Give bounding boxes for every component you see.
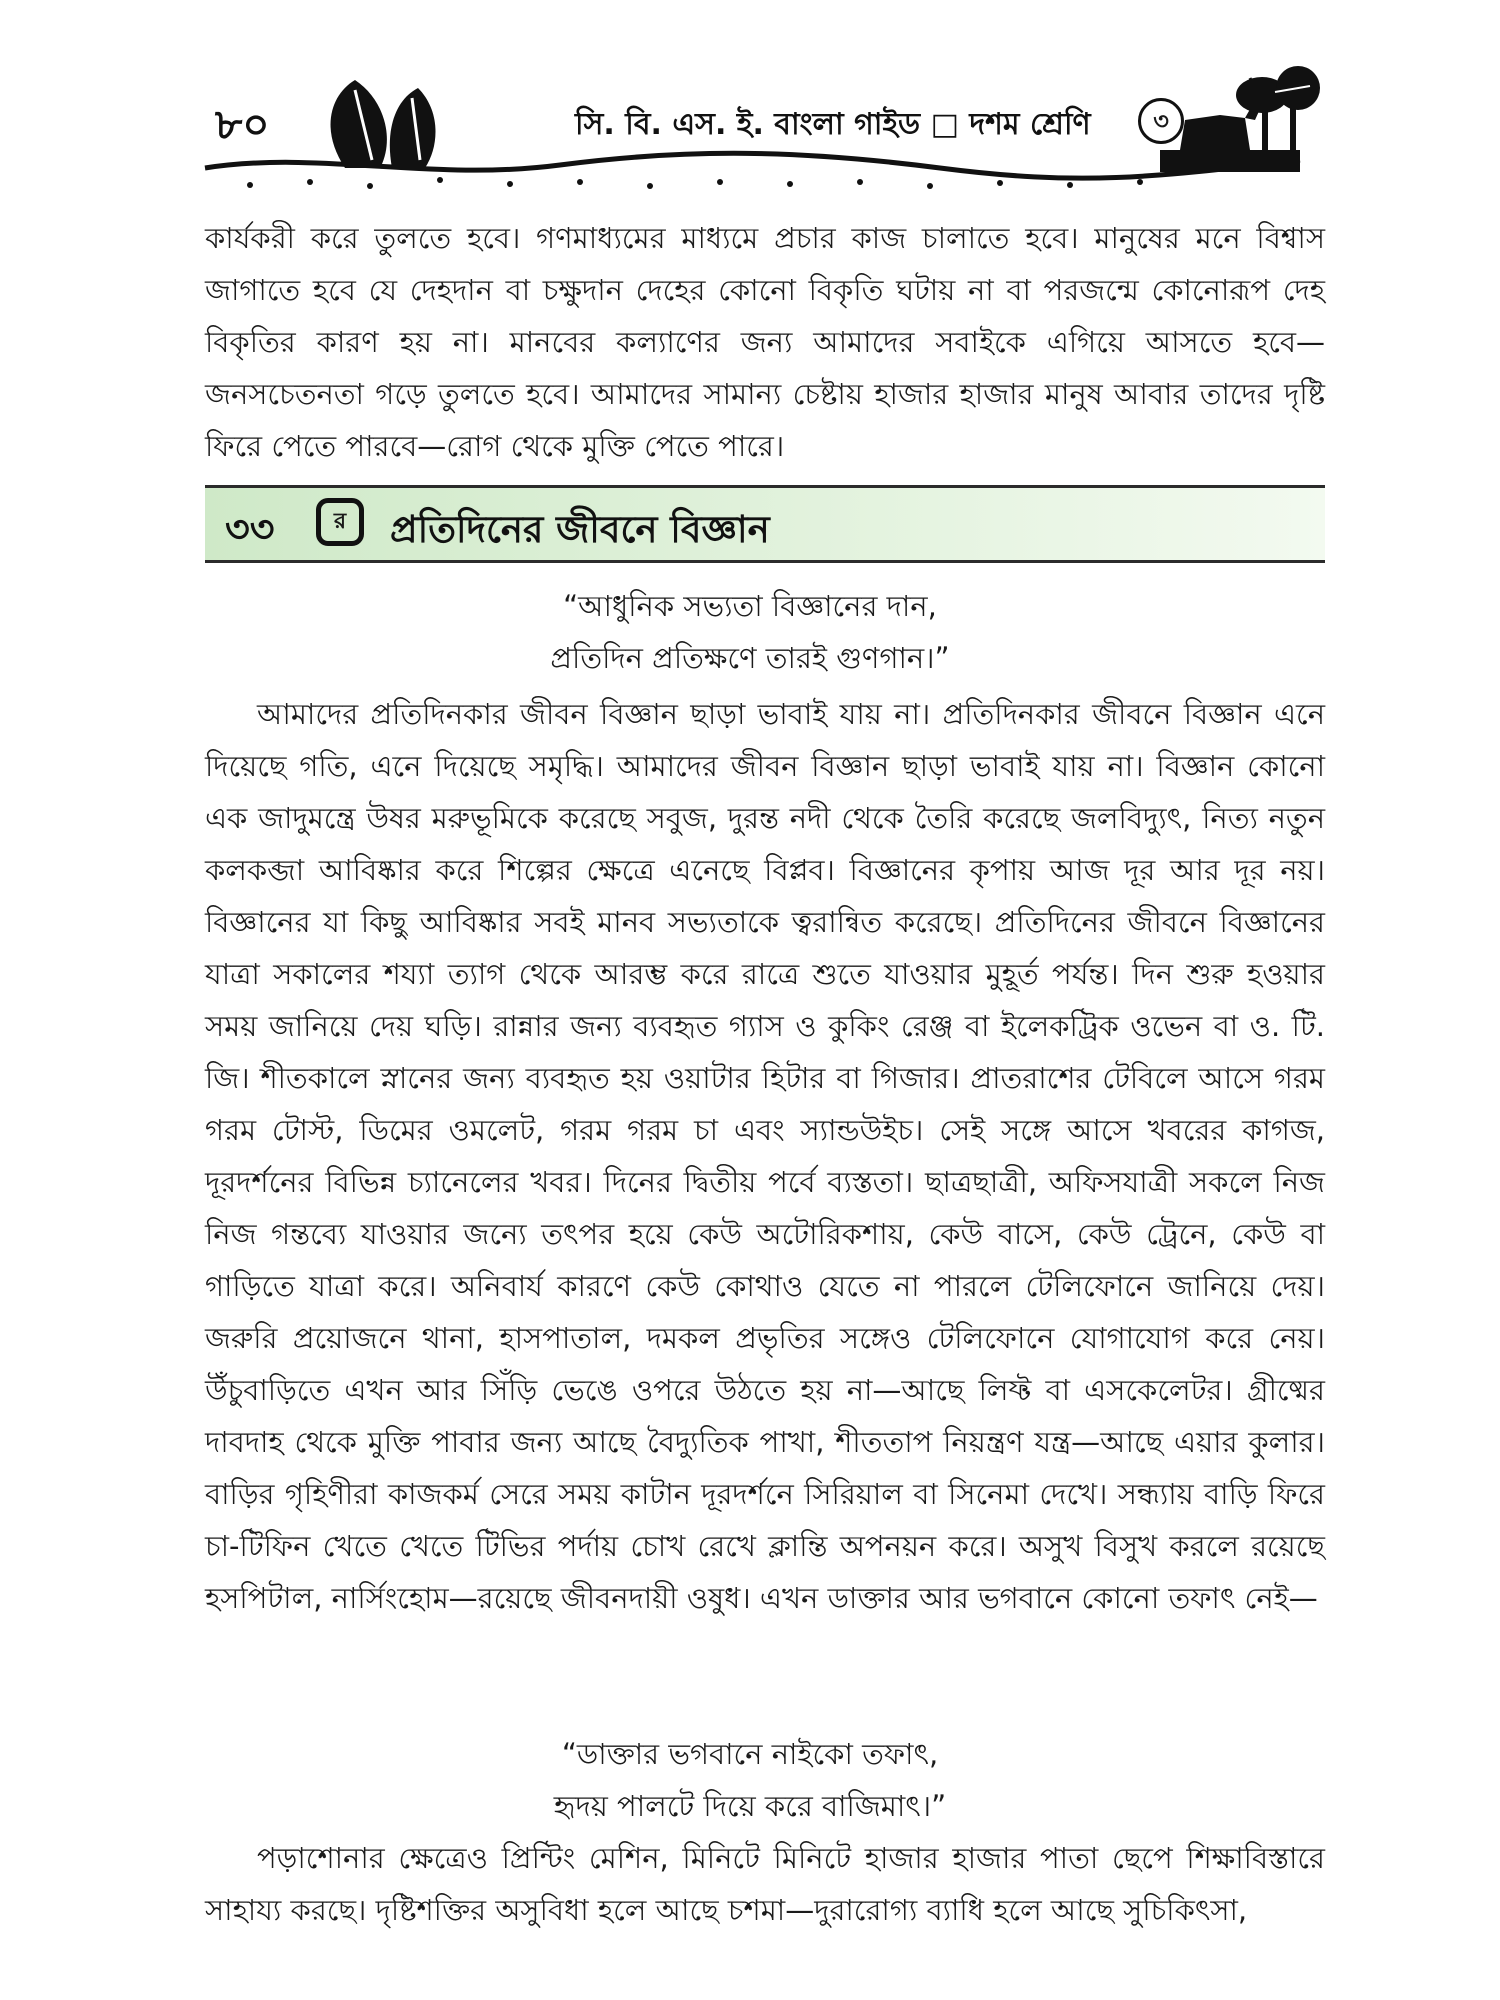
body-paragraph: পড়াশোনার ক্ষেত্রেও প্রিন্টিং মেশিন, মিনিটে মিনিটে হাজার হাজার পাতা ছেপে শিক্ষাবিস্তারে সাহায্য করছে। দৃষ্টিশক্তির অসুবিধা হলে আছে চশমা—দুরারোগ্য ব্যাধি হলে আছে সুচিকিৎসা, [205,1841,1325,1927]
page-number: ৮০ [215,100,270,149]
essay-icon: র [316,498,364,546]
book-title: সি. বি. এস. ই. বাংলা গাইড □ দশম শ্রেণি [575,107,1091,142]
quote-line: “ডাক্তার ভগবানে নাইকো তফাৎ, [561,1737,939,1771]
section-title: প্রতিদিনের জীবনে বিজ্ঞান [390,508,770,551]
leaf-art-icon [331,80,436,168]
dot-row [247,177,1143,189]
deer-tree-art-icon [1160,66,1320,172]
body-paragraph: আমাদের প্রতিদিনকার জীবন বিজ্ঞান ছাড়া ভাবাই যায় না। প্রতিদিনকার জীবনে বিজ্ঞান এনে দিয়েছে গতি, এনে দিয়েছে সমৃদ্ধি। আমাদের জীবন বিজ্ঞান ছাড়া ভাবাই যায় না। বিজ্ঞান কোনো এক জাদুমন্ত্রে উষর মরুভূমিকে করেছে সবুজ, দুরন্ত নদী থেকে তৈরি করেছে জলবিদ্যুৎ, নিত্য নতুন কলকব্জা আবিষ্কার করে শিল্পের ক্ষেত্রে এনেছে বিপ্লব। বিজ্ঞানের কৃপায় আজ দূর আর দূর নয়। বিজ্ঞানের যা কিছু আবিষ্কার সবই মানব সভ্যতাকে ত্বরান্বিত করেছে। প্রতিদিনের জীবনে বিজ্ঞানের যাত্রা সকালের শয্যা ত্যাগ থেকে আরম্ভ করে রাত্রে শুতে যাওয়ার মুহূর্ত পর্যন্ত। দিন শুরু হওয়ার সময় জানিয়ে দেয় ঘড়ি। রান্নার জন্য ব্যবহৃত গ্যাস ও কুকিং রেঞ্জ বা ইলেকট্রিক ওভেন বা ও. টি. জি। শীতকালে স্নানের জন্য ব্যবহৃত হয় ওয়াটার হিটার বা গিজার। প্রাতরাশের টেবিলে আসে গরম গরম টোস্ট, ডিমের ওমলেট, গরম গরম চা এবং স্যান্ডউইচ। সেই সঙ্গে আসে খবরের কাগজ, দূরদর্শনের বিভিন্ন চ্যানেলের খবর। দিনের দ্বিতীয় পর্বে ব্যস্ততা। ছাত্রছাত্রী, অফিসযাত্রী সকলে নিজ নিজ গন্তব্যে যাওয়ার জন্যে তৎপর হয়ে কেউ অটোরিকশায়, কেউ বাসে, কেউ ট্রেনে, কেউ বা গাড়িতে যাত্রা করে। অনিবার্য কারণে কেউ কোথাও যেতে না পারলে টেলিফোনে জানিয়ে দেয়। জরুরি প্রয়োজনে থানা, হাসপাতাল, দমকল প্রভৃতির সঙ্গেও টেলিফোনে যোগাযোগ করে নেয়। উঁচুবাড়িতে এখন আর সিঁড়ি ভেঙে ওপরে উঠতে হয় না—আছে লিফ্ট বা এসকেলেটর। গ্রীষ্মের দাবদাহ থেকে মুক্তি পাবার জন্য আছে বৈদ্যুতিক পাখা, শীততাপ নিয়ন্ত্রণ যন্ত্র—আছে এয়ার কুলার। বাড়ির গৃহিণীরা কাজকর্ম সেরে সময় কাটান দূরদর্শনে সিরিয়াল বা সিনেমা দেখে। সন্ধ্যায় বাড়ি ফিরে চা-টিফিন খেতে খেতে টিভির পর্দায় চোখ রেখে ক্লান্তি অপনয়ন করে। অসুখ বিসুখ করলে রয়েছে হসপিটাল, নার্সিংহোম—রয়েছে জীবনদায়ী ওষুধ। এখন ডাক্তার আর ভগবানে কোনো তফাৎ নেই— [205,697,1325,1615]
quote-line: “আধুনিক সভ্যতা বিজ্ঞানের দান, [563,589,937,623]
section-rule-top [205,485,1325,488]
section-number: ৩৩ [225,507,275,551]
intro-paragraph: কার্যকরী করে তুলতে হবে। গণমাধ্যমের মাধ্যমে প্রচার কাজ চালাতে হবে। মানুষের মনে বিশ্বাস জাগাতে হবে যে দেহদান বা চক্ষুদান দেহের কোনো বিকৃতি ঘটায় না বা পরজন্মে কোনোরূপ দেহ বিকৃতির কারণ হয় না। মানবের কল্যাণের জন্য আমাদের সবাইকে এগিয়ে আসতে হবে—জনসচেতনতা গড়ে তুলতে হবে। আমাদের সামান্য চেষ্টায় হাজার হাজার মানুষ আবার তাদের দৃষ্টি ফিরে পেতে পারবে—রোগ থেকে মুক্তি পেতে পারে। [205,221,1325,463]
closing-quote [0,1728,1500,1832]
opening-quote [0,580,1500,684]
quote-line: প্রতিদিন প্রতিক্ষণে তারই গুণগান।” [550,641,950,675]
quote-line: হৃদয় পালটে দিয়ে করে বাজিমাৎ।” [553,1789,947,1823]
class-badge: ৩ [1138,98,1184,144]
